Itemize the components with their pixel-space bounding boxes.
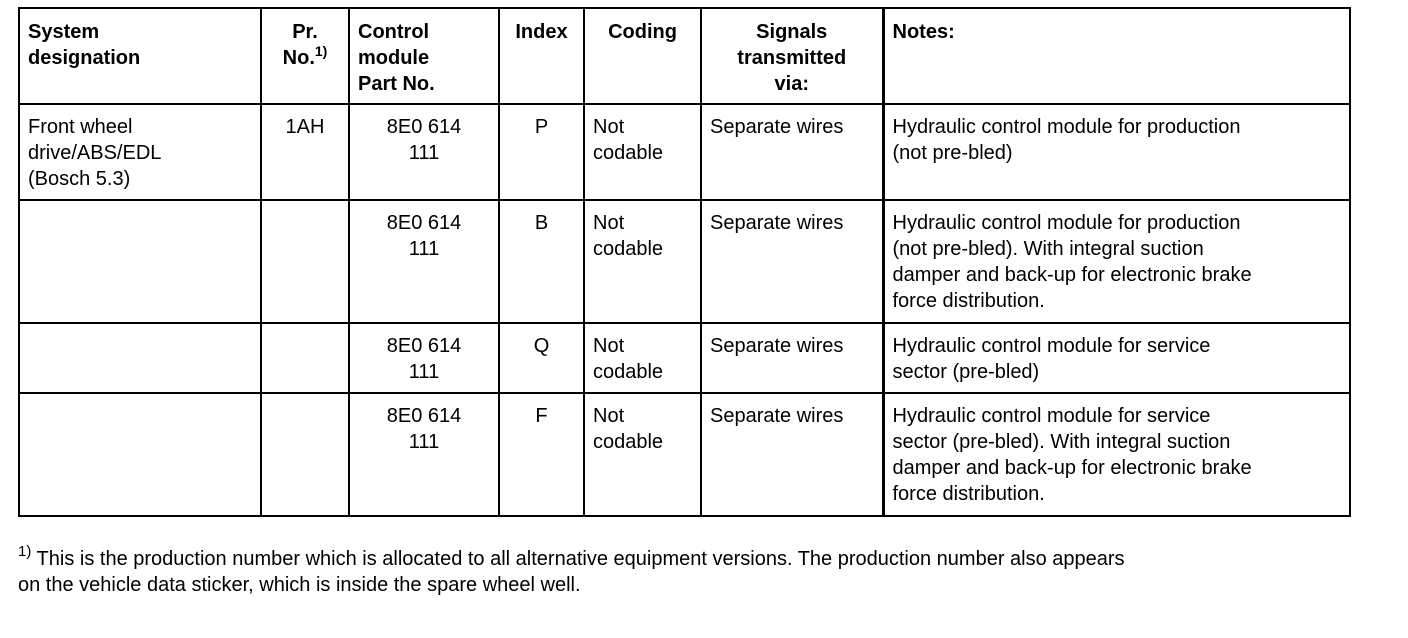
cell-signals: Separate wires: [701, 200, 883, 323]
notes-line: sector (pre-bled). With integral suction: [892, 431, 1231, 453]
footnote-text: This is the production number which is allocated to all alternative equipment versions. The production number also appears: [36, 548, 1125, 570]
part-no-line: 111: [408, 142, 440, 164]
cell-part-no: [349, 200, 499, 323]
cell-notes: [883, 104, 1350, 200]
system-line: Front wheel: [28, 116, 133, 138]
cell-system-designation: [19, 104, 261, 200]
header-coding: Coding: [584, 8, 701, 104]
cell-index: P: [499, 104, 584, 200]
cell-pr-no: [261, 323, 349, 393]
table-row: [19, 323, 1350, 393]
part-no-line: 8E0 614: [386, 335, 462, 357]
header-signals-line-2: transmitted: [737, 47, 847, 69]
notes-line: Hydraulic control module for production: [892, 212, 1241, 234]
footnote-line-1: [18, 543, 1398, 572]
header-index: Index: [499, 8, 584, 104]
notes-line: damper and back-up for electronic brake: [892, 264, 1252, 286]
table-row: [19, 393, 1350, 516]
system-line: (Bosch 5.3): [28, 168, 131, 190]
coding-line: Not: [593, 335, 625, 357]
header-signals-line-3: via:: [774, 73, 809, 95]
cell-pr-no: 1AH: [261, 104, 349, 200]
coding-line: codable: [593, 142, 664, 164]
part-no-line: 8E0 614: [386, 116, 462, 138]
cell-index: B: [499, 200, 584, 323]
notes-line: Hydraulic control module for service: [892, 335, 1211, 357]
header-system-designation: [19, 8, 261, 104]
system-line: drive/ABS/EDL: [28, 142, 162, 164]
part-no-line: 111: [408, 361, 440, 383]
notes-line: (not pre-bled): [892, 142, 1013, 164]
notes-line: sector (pre-bled): [892, 361, 1040, 383]
header-signals: [701, 8, 883, 104]
footnote-marker: 1): [18, 543, 32, 560]
part-no-line: 111: [408, 431, 440, 453]
cell-notes: [883, 200, 1350, 323]
footnote: [18, 543, 1398, 598]
coding-line: codable: [593, 431, 664, 453]
header-pr-no: [261, 8, 349, 104]
cell-system-designation: [19, 200, 261, 323]
table-row: [19, 200, 1350, 323]
notes-line: Hydraulic control module for service: [892, 405, 1211, 427]
table-header-row: [19, 8, 1350, 104]
cell-index: F: [499, 393, 584, 516]
header-pr-no-text: No.: [282, 47, 315, 69]
coding-line: Not: [593, 212, 625, 234]
notes-line: damper and back-up for electronic brake: [892, 457, 1252, 479]
cell-coding: [584, 323, 701, 393]
control-module-table: [18, 7, 1351, 517]
coding-line: Not: [593, 405, 625, 427]
notes-line: Hydraulic control module for production: [892, 116, 1241, 138]
coding-line: codable: [593, 361, 664, 383]
header-part-no: [349, 8, 499, 104]
header-part-line-3: Part No.: [358, 73, 435, 95]
cell-system-designation: [19, 323, 261, 393]
header-part-line-2: module: [358, 47, 430, 69]
cell-notes: [883, 393, 1350, 516]
header-system-line-1: System: [28, 21, 100, 43]
part-no-line: 8E0 614: [386, 405, 462, 427]
header-part-line-1: Control: [358, 21, 430, 43]
cell-pr-no: [261, 393, 349, 516]
notes-line: force distribution.: [892, 290, 1045, 312]
cell-coding: [584, 104, 701, 200]
cell-part-no: [349, 323, 499, 393]
header-pr-line-2: [270, 45, 340, 71]
coding-line: codable: [593, 238, 664, 260]
header-system-line-2: designation: [28, 47, 141, 69]
header-notes: Notes:: [883, 8, 1350, 104]
cell-pr-no: [261, 200, 349, 323]
cell-part-no: [349, 393, 499, 516]
cell-signals: Separate wires: [701, 104, 883, 200]
footnote-line-2: on the vehicle data sticker, which is inside the spare wheel well.: [18, 574, 581, 596]
table-row: [19, 104, 1350, 200]
cell-coding: [584, 200, 701, 323]
cell-notes: [883, 323, 1350, 393]
cell-part-no: [349, 104, 499, 200]
cell-system-designation: [19, 393, 261, 516]
header-signals-line-1: Signals: [756, 21, 828, 43]
cell-index: Q: [499, 323, 584, 393]
cell-coding: [584, 393, 701, 516]
coding-line: Not: [593, 116, 625, 138]
cell-signals: Separate wires: [701, 393, 883, 516]
part-no-line: 8E0 614: [386, 212, 462, 234]
header-pr-line-1: Pr.: [292, 21, 318, 43]
notes-line: force distribution.: [892, 483, 1045, 505]
notes-line: (not pre-bled). With integral suction: [892, 238, 1204, 260]
part-no-line: 111: [408, 238, 440, 260]
cell-signals: Separate wires: [701, 323, 883, 393]
header-pr-footnote-marker: 1): [314, 43, 328, 59]
